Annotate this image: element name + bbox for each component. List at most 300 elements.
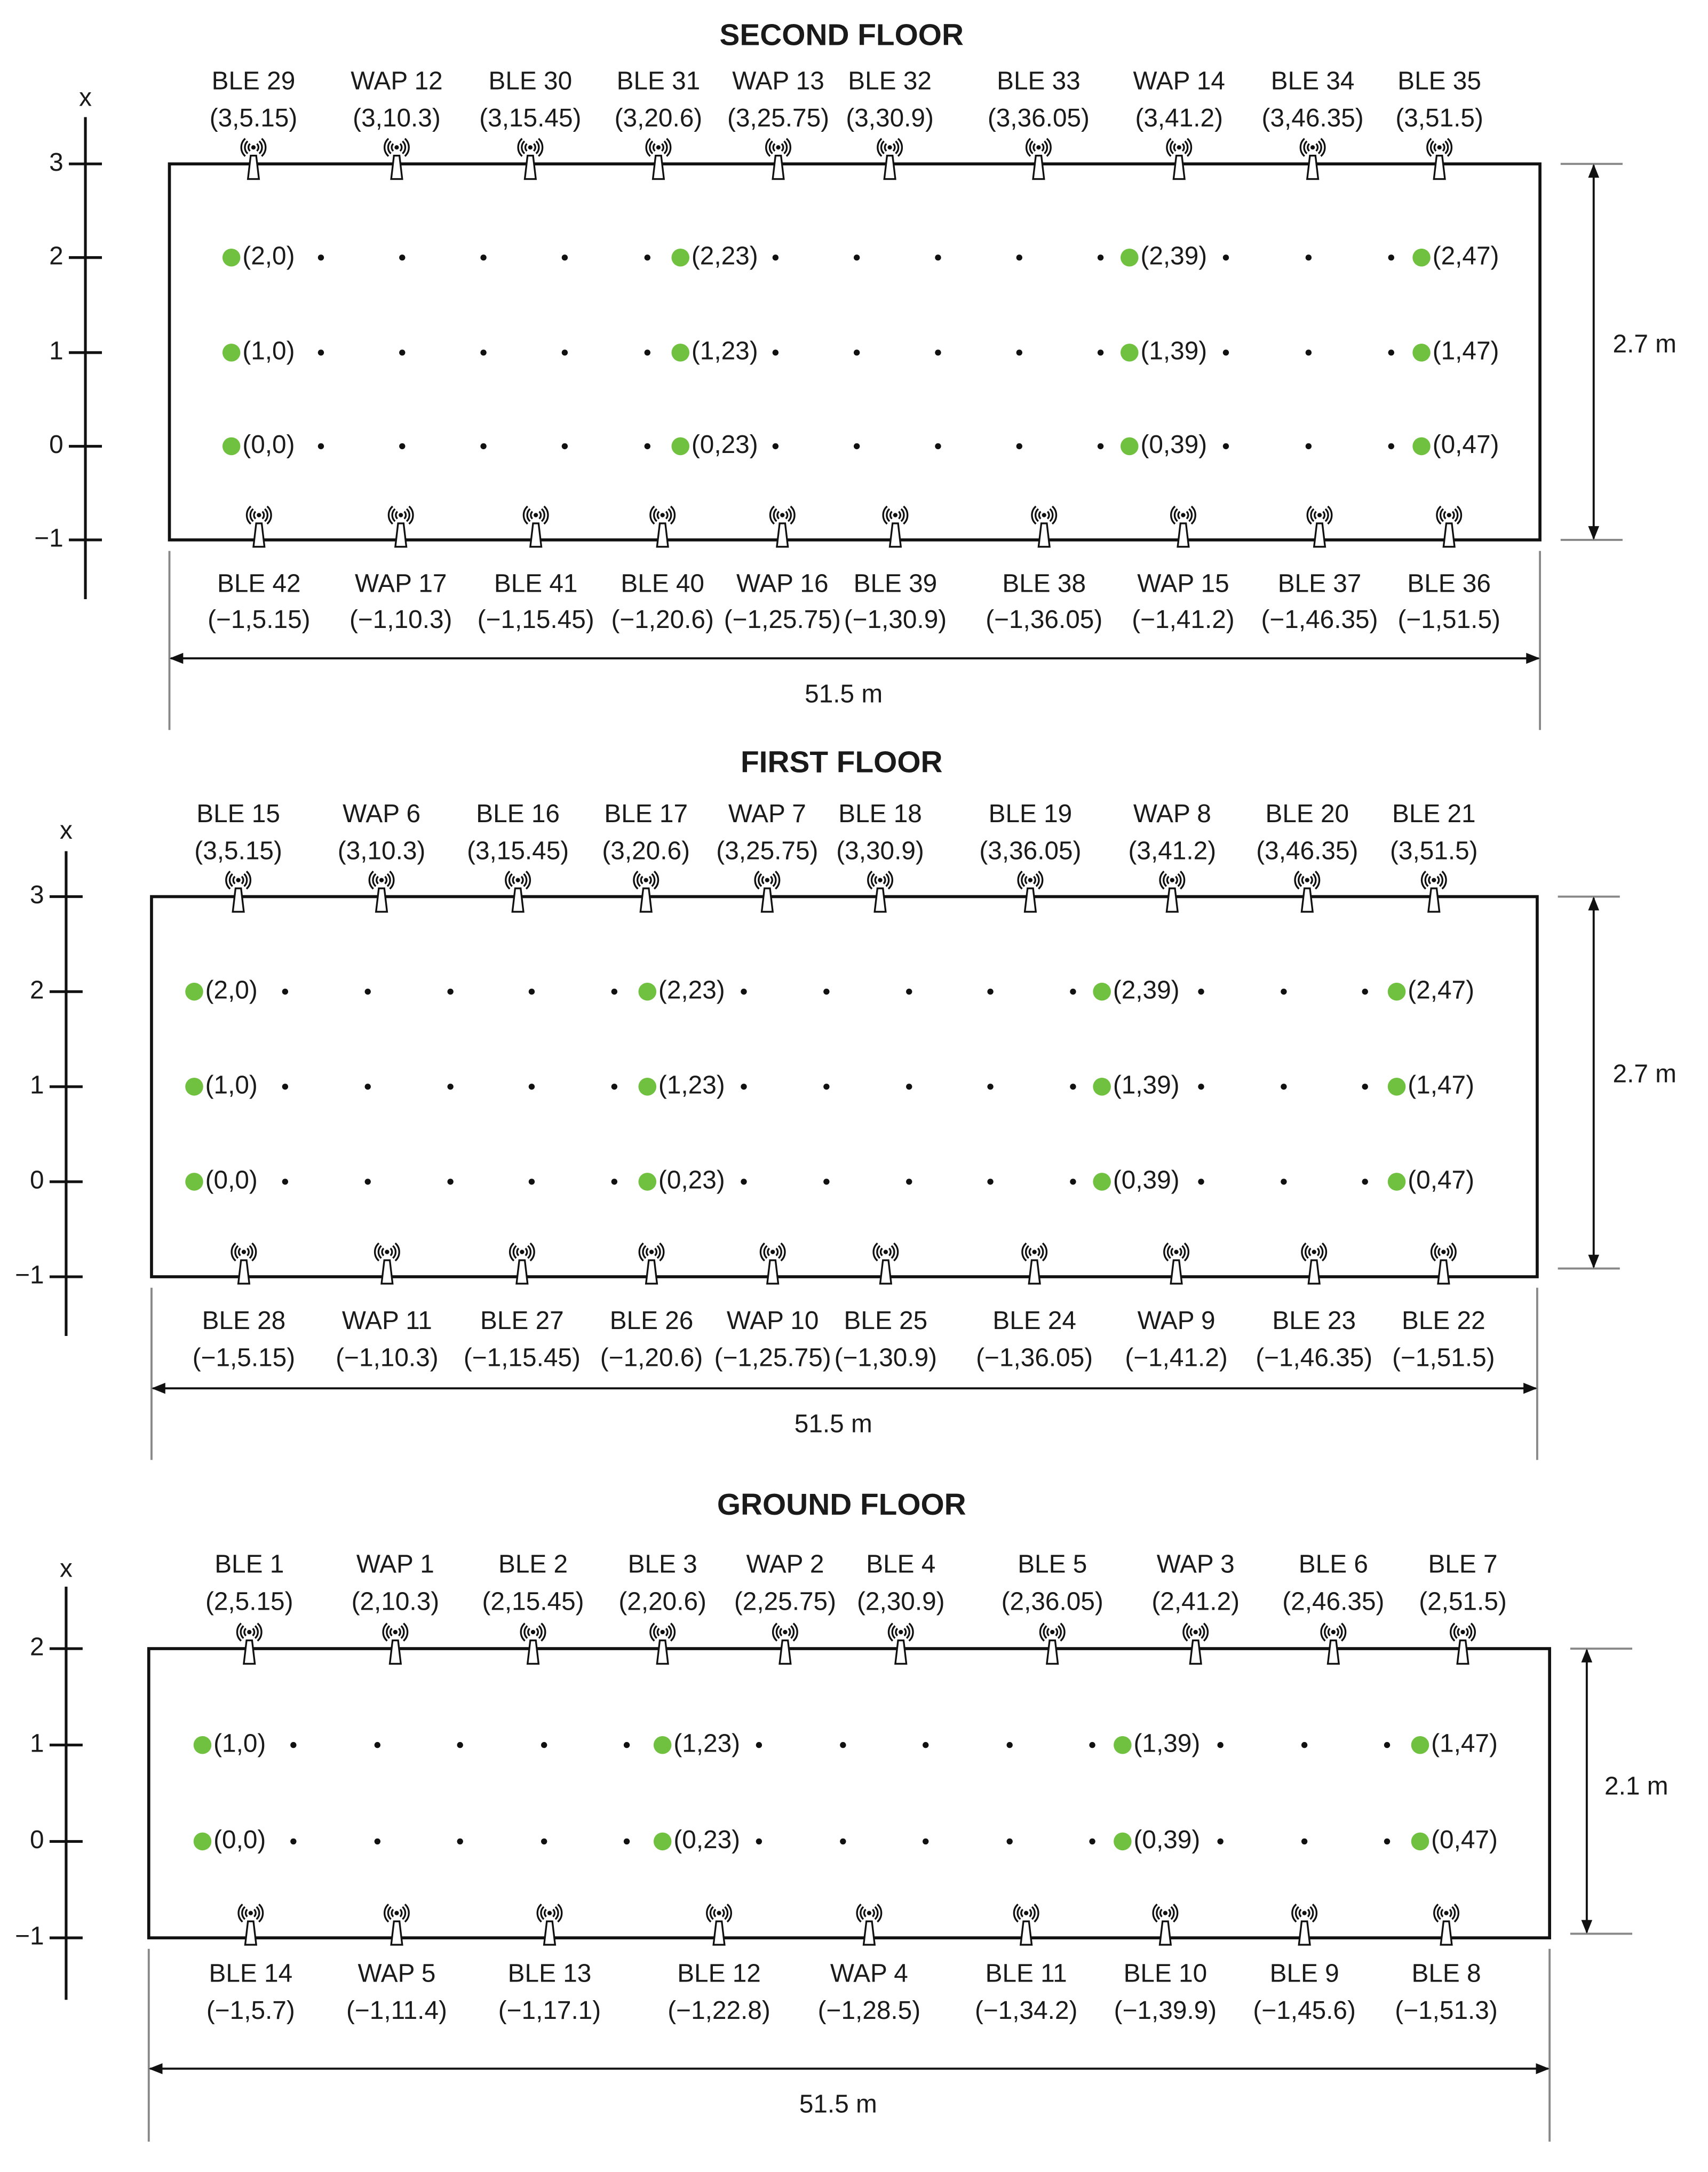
grid-dot: [854, 349, 860, 355]
reference-point-label: (0,23): [673, 1826, 741, 1855]
grid-dot: [1070, 989, 1076, 994]
device-coordinate: (−1,25.75): [724, 605, 841, 634]
reference-point-marker: [223, 437, 241, 456]
reference-point-marker: [1114, 1833, 1132, 1851]
device-name: BLE 15: [196, 799, 280, 828]
axis-tick-label: −1: [34, 524, 63, 553]
reference-point-marker: [1412, 344, 1431, 362]
device-coordinate: (3,5.15): [194, 837, 282, 865]
grid-dot: [1198, 989, 1204, 994]
device-coordinate: (3,30.9): [836, 837, 924, 865]
device-coordinate: (3,36.05): [987, 104, 1090, 133]
floor-0: [34, 19, 1677, 730]
grid-dot: [1301, 1742, 1307, 1748]
reference-point-marker: [1388, 1173, 1406, 1191]
reference-point-marker: [1093, 983, 1111, 1001]
grid-dot: [529, 1179, 535, 1184]
device-name: WAP 7: [728, 799, 806, 828]
device-coordinate: (3,5.15): [209, 104, 298, 133]
grid-dot: [1089, 1839, 1095, 1844]
grid-dot: [399, 349, 405, 355]
grid-dot: [906, 989, 912, 994]
grid-dot: [987, 1084, 993, 1089]
grid-dot: [1098, 349, 1103, 355]
floor-title: GROUND FLOOR: [717, 1488, 966, 1522]
height-dimension-label: 2.7 m: [1612, 1060, 1677, 1088]
grid-dot: [1301, 1839, 1307, 1844]
grid-dot: [1362, 989, 1368, 994]
device-coordinate: (−1,20.6): [611, 605, 714, 634]
device-coordinate: (−1,36.05): [976, 1343, 1093, 1372]
device-coordinate: (−1,41.2): [1132, 605, 1235, 634]
device-coordinate: (3,41.2): [1128, 837, 1217, 865]
device-coordinate: (3,51.5): [1395, 104, 1483, 133]
reference-point-marker: [671, 249, 689, 267]
device-name: WAP 5: [358, 1959, 436, 1988]
device-coordinate: (3,46.35): [1256, 837, 1359, 865]
device-name: BLE 41: [494, 569, 578, 598]
device-name: WAP 9: [1137, 1306, 1216, 1335]
grid-dot: [1016, 349, 1022, 355]
device-name: BLE 11: [985, 1959, 1067, 1988]
antenna-icon: [878, 139, 902, 179]
x-axis-label: x: [59, 1554, 73, 1583]
antenna-icon: [226, 871, 251, 912]
grid-dot: [923, 1839, 928, 1844]
device-name: BLE 23: [1272, 1306, 1356, 1335]
grid-dot: [1384, 1839, 1390, 1844]
grid-dot: [611, 989, 617, 994]
axis-tick-label: 2: [30, 1633, 44, 1661]
device-coordinate: (−1,5.7): [206, 1996, 295, 2025]
reference-point-label: (1,23): [691, 337, 758, 365]
antenna-icon: [369, 871, 394, 912]
device-coordinate: (2,46.35): [1282, 1587, 1385, 1616]
reference-point-label: (1,0): [213, 1729, 266, 1758]
device-name: WAP 13: [732, 67, 824, 96]
antenna-icon: [868, 871, 893, 912]
device-coordinate: (−1,36.05): [986, 605, 1103, 634]
reference-point-marker: [1114, 1736, 1132, 1754]
device-name: BLE 9: [1269, 1959, 1339, 1988]
device-name: BLE 19: [988, 799, 1073, 828]
antenna-icon: [237, 1624, 261, 1664]
grid-dot: [447, 1084, 453, 1089]
axis-tick-label: −1: [15, 1922, 44, 1951]
device-name: WAP 16: [736, 569, 829, 598]
grid-dot: [1198, 1084, 1204, 1089]
axis-tick-label: 3: [30, 881, 44, 910]
device-name: WAP 12: [351, 67, 443, 96]
height-dimension-label: 2.7 m: [1612, 330, 1677, 359]
reference-point-label: (2,23): [658, 976, 725, 1005]
antenna-icon: [1300, 139, 1325, 179]
device-coordinate: (−1,10.3): [349, 605, 452, 634]
grid-dot: [365, 1179, 371, 1184]
grid-dot: [1223, 254, 1229, 260]
reference-point-label: (2,47): [1432, 242, 1499, 270]
grid-dot: [447, 989, 453, 994]
antenna-icon: [1321, 1624, 1346, 1664]
reference-point-marker: [1121, 249, 1139, 267]
room-outline: [152, 897, 1537, 1277]
grid-dot: [375, 1742, 380, 1748]
grid-dot: [773, 254, 778, 260]
grid-dot: [823, 1179, 829, 1184]
x-axis-label: x: [79, 83, 92, 112]
device-name: WAP 11: [341, 1306, 432, 1335]
grid-dot: [1089, 1742, 1095, 1748]
reference-point-label: (0,39): [1140, 431, 1207, 459]
device-name: BLE 21: [1392, 799, 1476, 828]
device-name: BLE 27: [480, 1306, 564, 1335]
device-name: BLE 13: [507, 1959, 592, 1988]
grid-dot: [840, 1742, 846, 1748]
grid-dot: [756, 1839, 762, 1844]
device-coordinate: (−1,28.5): [817, 1996, 921, 2025]
grid-dot: [756, 1742, 762, 1748]
reference-point-marker: [1412, 437, 1431, 456]
antenna-icon: [241, 139, 266, 179]
antenna-icon: [1027, 139, 1051, 179]
axis-tick-label: 2: [49, 242, 63, 270]
device-name: WAP 1: [356, 1550, 434, 1579]
axis-tick-label: 3: [49, 148, 63, 177]
reference-point-label: (2,0): [242, 242, 295, 270]
device-coordinate: (−1,5.15): [192, 1343, 296, 1372]
device-name: BLE 10: [1123, 1959, 1207, 1988]
antenna-icon: [634, 871, 658, 912]
device-name: BLE 31: [616, 67, 701, 96]
device-coordinate: (2,15.45): [482, 1587, 584, 1616]
height-dimension-label: 2.1 m: [1604, 1772, 1669, 1801]
reference-point-label: (2,23): [691, 242, 758, 270]
antenna-icon: [518, 139, 543, 179]
device-name: BLE 39: [853, 569, 938, 598]
device-coordinate: (3,46.35): [1261, 104, 1364, 133]
device-coordinate: (2,51.5): [1419, 1587, 1507, 1616]
device-name: BLE 29: [211, 67, 296, 96]
device-name: BLE 2: [498, 1550, 568, 1579]
reference-point-label: (0,47): [1432, 431, 1499, 459]
reference-point-label: (1,47): [1408, 1071, 1474, 1100]
antenna-icon: [766, 139, 791, 179]
grid-dot: [906, 1179, 912, 1184]
grid-dot: [480, 254, 486, 260]
grid-dot: [1016, 443, 1022, 449]
device-coordinate: (−1,46.35): [1256, 1343, 1373, 1372]
reference-point-label: (1,39): [1113, 1071, 1180, 1100]
grid-dot: [1362, 1084, 1368, 1089]
grid-dot: [935, 254, 941, 260]
device-name: BLE 8: [1411, 1959, 1481, 1988]
grid-dot: [624, 1742, 630, 1748]
grid-dot: [541, 1742, 547, 1748]
device-coordinate: (−1,17.1): [498, 1996, 601, 2025]
reference-point-label: (2,0): [205, 976, 258, 1005]
device-coordinate: (2,25.75): [734, 1587, 836, 1616]
grid-dot: [562, 254, 568, 260]
device-name: BLE 36: [1407, 569, 1491, 598]
grid-dot: [480, 443, 486, 449]
reference-point-label: (1,0): [205, 1071, 258, 1100]
grid-dot: [1281, 1179, 1286, 1184]
device-name: WAP 6: [343, 799, 421, 828]
axis-tick-label: 0: [30, 1166, 44, 1195]
device-coordinate: (−1,51.3): [1395, 1996, 1498, 2025]
reference-point-marker: [223, 344, 241, 362]
grid-dot: [935, 349, 941, 355]
antenna-icon: [755, 871, 780, 912]
reference-point-marker: [1412, 249, 1431, 267]
device-name: BLE 1: [215, 1550, 284, 1579]
device-name: BLE 35: [1397, 67, 1481, 96]
device-name: BLE 18: [838, 799, 922, 828]
reference-point-marker: [654, 1833, 672, 1851]
device-name: BLE 16: [476, 799, 560, 828]
device-coordinate: (−1,10.3): [336, 1343, 439, 1372]
grid-dot: [562, 349, 568, 355]
grid-dot: [1223, 443, 1229, 449]
grid-dot: [773, 443, 778, 449]
device-name: BLE 30: [488, 67, 573, 96]
grid-dot: [290, 1742, 296, 1748]
grid-dot: [1223, 349, 1229, 355]
grid-dot: [1388, 443, 1394, 449]
reference-point-label: (2,47): [1408, 976, 1474, 1005]
device-name: WAP 17: [354, 569, 447, 598]
device-coordinate: (−1,15.45): [477, 605, 594, 634]
axis-tick-label: 0: [49, 431, 63, 459]
reference-point-label: (0,23): [691, 431, 758, 459]
device-coordinate: (−1,20.6): [600, 1343, 703, 1372]
device-name: WAP 3: [1156, 1550, 1235, 1579]
grid-dot: [1098, 254, 1103, 260]
floor-1: [15, 746, 1677, 1460]
grid-dot: [399, 443, 405, 449]
room-outline: [149, 1649, 1550, 1938]
device-coordinate: (−1,51.5): [1392, 1343, 1495, 1372]
grid-dot: [1388, 349, 1394, 355]
device-name: BLE 42: [217, 569, 301, 598]
device-coordinate: (3,51.5): [1390, 837, 1478, 865]
antenna-icon: [1040, 1624, 1064, 1664]
grid-dot: [375, 1839, 380, 1844]
device-coordinate: (3,20.6): [614, 104, 703, 133]
device-name: BLE 38: [1002, 569, 1086, 598]
device-coordinate: (3,15.45): [467, 837, 569, 865]
device-name: WAP 4: [830, 1959, 908, 1988]
grid-dot: [1198, 1179, 1204, 1184]
device-name: BLE 32: [848, 67, 932, 96]
device-coordinate: (2,30.9): [856, 1587, 945, 1616]
grid-dot: [645, 443, 650, 449]
grid-dot: [541, 1839, 547, 1844]
device-coordinate: (3,10.3): [337, 837, 426, 865]
reference-point-marker: [1121, 344, 1139, 362]
device-name: BLE 40: [621, 569, 704, 598]
reference-point-label: (1,47): [1431, 1729, 1498, 1758]
grid-dot: [773, 349, 778, 355]
device-coordinate: (−1,30.9): [834, 1343, 938, 1372]
device-coordinate: (2,36.05): [1001, 1587, 1103, 1616]
device-coordinate: (−1,41.2): [1125, 1343, 1228, 1372]
antenna-icon: [521, 1624, 545, 1664]
grid-dot: [1281, 1084, 1286, 1089]
grid-dot: [1070, 1179, 1076, 1184]
grid-dot: [399, 254, 405, 260]
grid-dot: [282, 1084, 288, 1089]
grid-dot: [923, 1742, 928, 1748]
grid-dot: [1306, 254, 1312, 260]
device-coordinate: (−1,25.75): [714, 1343, 831, 1372]
reference-point-label: (0,23): [658, 1166, 725, 1195]
device-coordinate: (2,41.2): [1151, 1587, 1240, 1616]
reference-point-marker: [639, 1078, 657, 1096]
floor-title: FIRST FLOOR: [741, 745, 943, 779]
grid-dot: [823, 989, 829, 994]
antenna-icon: [1183, 1624, 1208, 1664]
grid-dot: [529, 1084, 535, 1089]
reference-point-label: (1,23): [673, 1729, 741, 1758]
reference-point-label: (1,39): [1140, 337, 1207, 365]
device-coordinate: (3,30.9): [846, 104, 934, 133]
device-name: BLE 6: [1298, 1550, 1368, 1579]
device-coordinate: (3,41.2): [1135, 104, 1224, 133]
antenna-icon: [506, 871, 530, 912]
reference-point-marker: [1093, 1078, 1111, 1096]
device-name: BLE 7: [1428, 1550, 1498, 1579]
reference-point-marker: [671, 344, 689, 362]
reference-point-marker: [1093, 1173, 1111, 1191]
device-name: BLE 22: [1402, 1306, 1485, 1335]
grid-dot: [645, 349, 650, 355]
reference-point-marker: [1388, 1078, 1406, 1096]
device-name: WAP 2: [746, 1550, 824, 1579]
device-name: BLE 12: [677, 1959, 761, 1988]
width-dimension-label: 51.5 m: [805, 680, 883, 709]
grid-dot: [1281, 989, 1286, 994]
device-coordinate: (−1,15.45): [463, 1343, 581, 1372]
grid-dot: [1306, 443, 1312, 449]
reference-point-label: (1,23): [658, 1071, 725, 1100]
reference-point-label: (0,47): [1431, 1826, 1498, 1855]
reference-point-marker: [639, 1173, 657, 1191]
grid-dot: [1384, 1742, 1390, 1748]
reference-point-marker: [1388, 983, 1406, 1001]
grid-dot: [318, 254, 324, 260]
antenna-icon: [650, 1624, 675, 1664]
reference-point-marker: [1411, 1736, 1429, 1754]
antenna-icon: [1160, 871, 1185, 912]
device-coordinate: (3,25.75): [716, 837, 819, 865]
device-coordinate: (3,15.45): [479, 104, 582, 133]
antenna-icon: [1427, 139, 1452, 179]
grid-dot: [365, 1084, 371, 1089]
grid-dot: [741, 1084, 746, 1089]
reference-point-label: (0,47): [1408, 1166, 1474, 1195]
device-name: BLE 3: [627, 1550, 697, 1579]
device-name: BLE 20: [1265, 799, 1349, 828]
axis-tick-label: 1: [30, 1729, 44, 1758]
device-coordinate: (3,10.3): [353, 104, 441, 133]
reference-point-label: (2,39): [1113, 976, 1180, 1005]
device-coordinate: (−1,22.8): [668, 1996, 770, 2025]
grid-dot: [741, 989, 746, 994]
grid-dot: [741, 1179, 746, 1184]
device-coordinate: (−1,46.35): [1261, 605, 1378, 634]
device-coordinate: (2,10.3): [351, 1587, 440, 1616]
axis-tick-label: 1: [30, 1071, 44, 1100]
device-name: WAP 15: [1137, 569, 1229, 598]
grid-dot: [823, 1084, 829, 1089]
grid-dot: [457, 1839, 463, 1844]
reference-point-label: (1,47): [1432, 337, 1499, 365]
grid-dot: [1388, 254, 1394, 260]
grid-dot: [318, 349, 324, 355]
device-coordinate: (−1,30.9): [844, 605, 947, 634]
floor-2: [15, 1488, 1668, 2142]
grid-dot: [365, 989, 371, 994]
reference-point-marker: [1411, 1833, 1429, 1851]
reference-point-label: (0,0): [205, 1166, 258, 1195]
device-coordinate: (2,5.15): [205, 1587, 293, 1616]
grid-dot: [529, 989, 535, 994]
device-name: BLE 25: [844, 1306, 928, 1335]
device-name: BLE 37: [1277, 569, 1362, 598]
grid-dot: [1217, 1839, 1223, 1844]
grid-dot: [854, 254, 860, 260]
grid-dot: [447, 1179, 453, 1184]
grid-dot: [840, 1839, 846, 1844]
grid-dot: [282, 1179, 288, 1184]
device-name: BLE 28: [202, 1306, 286, 1335]
reference-point-label: (0,39): [1113, 1166, 1180, 1195]
device-name: BLE 34: [1270, 67, 1355, 96]
reference-point-label: (0,39): [1133, 1826, 1201, 1855]
antenna-icon: [1451, 1624, 1475, 1664]
grid-dot: [318, 443, 324, 449]
device-coordinate: (−1,45.6): [1253, 1996, 1356, 2025]
antenna-icon: [646, 139, 671, 179]
device-name: BLE 4: [866, 1550, 936, 1579]
reference-point-label: (1,39): [1133, 1729, 1201, 1758]
grid-dot: [611, 1084, 617, 1089]
reference-point-marker: [639, 983, 657, 1001]
grid-dot: [854, 443, 860, 449]
antenna-icon: [1167, 139, 1191, 179]
grid-dot: [282, 989, 288, 994]
device-coordinate: (−1,39.9): [1114, 1996, 1217, 2025]
grid-dot: [906, 1084, 912, 1089]
antenna-icon: [385, 139, 409, 179]
antenna-icon: [1018, 871, 1043, 912]
axis-tick-label: −1: [15, 1261, 44, 1290]
device-coordinate: (−1,5.15): [208, 605, 311, 634]
reference-point-label: (2,39): [1140, 242, 1207, 270]
reference-point-marker: [185, 1078, 203, 1096]
device-name: BLE 17: [604, 799, 688, 828]
axis-tick-label: 1: [49, 337, 63, 365]
reference-point-marker: [1121, 437, 1139, 456]
reference-point-marker: [194, 1736, 212, 1754]
grid-dot: [457, 1742, 463, 1748]
device-name: WAP 10: [726, 1306, 819, 1335]
antenna-icon: [773, 1624, 798, 1664]
reference-point-marker: [185, 983, 203, 1001]
reference-point-label: (0,0): [213, 1826, 266, 1855]
grid-dot: [1070, 1084, 1076, 1089]
